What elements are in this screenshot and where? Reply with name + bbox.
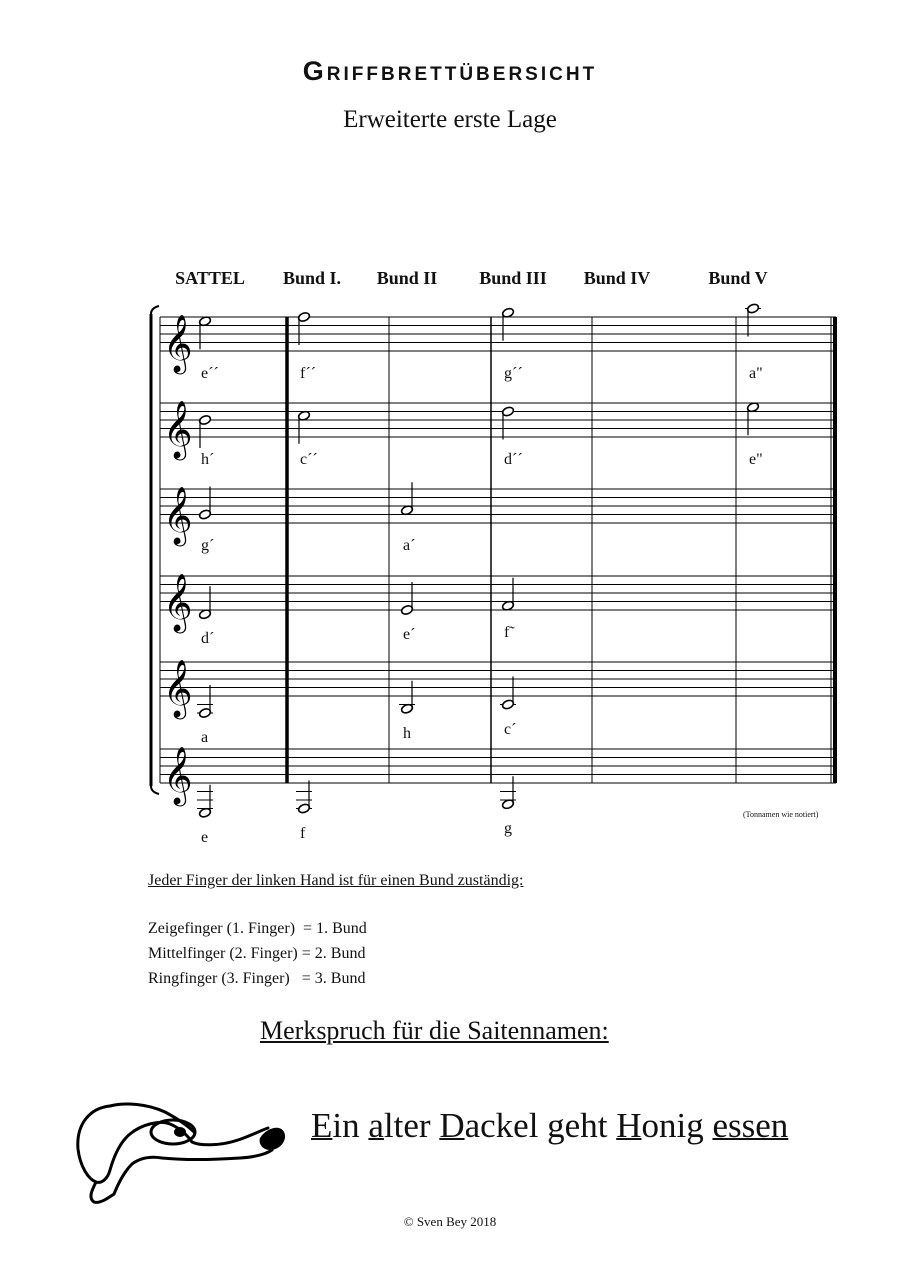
mnemonic-word: alter: [368, 1106, 431, 1145]
half-note: [501, 776, 514, 810]
bracket-hook: [151, 306, 159, 314]
note-name: f: [300, 824, 306, 842]
copyright: © Sven Bey 2018: [403, 1214, 497, 1229]
treble-clef-icon: 𝄞: [163, 746, 193, 804]
mnemonic-word: Ein: [311, 1106, 360, 1145]
half-note: [400, 482, 413, 516]
half-note: [297, 410, 310, 444]
finger-rule-line: Ringfinger (3. Finger) = 3. Bund: [148, 970, 366, 987]
note-name: h´: [201, 451, 215, 468]
half-note: [746, 303, 759, 337]
note-name: a´: [403, 537, 416, 554]
half-note: [198, 785, 211, 819]
fret-label: Bund III: [479, 268, 547, 288]
note-name: d´´: [504, 451, 523, 468]
finger-rule-heading: Jeder Finger der linken Hand ist für einen Bund zuständig:: [148, 872, 524, 889]
note-name: f˜: [504, 624, 515, 641]
fret-label: SATTEL: [175, 268, 245, 288]
note-name: a": [749, 365, 763, 382]
note-name: e: [201, 828, 209, 846]
mnemonic-sentence: [311, 1106, 788, 1146]
dog-eye: [174, 1127, 186, 1137]
note-name: c´´: [300, 451, 318, 468]
fret-label: Bund V: [708, 268, 768, 288]
note-name: c´: [504, 720, 517, 738]
note-name: d´: [201, 630, 215, 648]
finger-rule-line: Mittelfinger (2. Finger) = 2. Bund: [148, 945, 366, 962]
finger-rule-line: Zeigefinger (1. Finger) = 1. Bund: [148, 920, 367, 937]
mnemonic-heading: Merkspruch für die Saitennamen:: [260, 1016, 609, 1045]
fret-label: Bund IV: [583, 268, 651, 288]
note-name: h: [403, 724, 411, 742]
note-name: e´´: [201, 365, 219, 382]
half-note: [198, 586, 211, 620]
note-name: g: [504, 820, 512, 838]
half-note: [501, 578, 514, 612]
half-note: [297, 781, 310, 815]
note-name: g´: [201, 537, 215, 554]
treble-clef-icon: 𝄞: [163, 314, 193, 372]
mnemonic-word: essen: [712, 1106, 789, 1145]
note-name: e": [749, 451, 763, 468]
treble-clef-icon: 𝄞: [163, 573, 193, 631]
half-note: [297, 311, 310, 345]
half-note: [746, 402, 759, 436]
treble-clef-icon: 𝄞: [163, 486, 193, 544]
treble-clef-icon: 𝄞: [163, 659, 193, 717]
half-note: [198, 316, 211, 350]
fret-label: Bund I.: [282, 268, 342, 288]
naming-remark: (Tonnamen wie notiert): [743, 810, 819, 819]
half-note: [400, 681, 413, 715]
dachshund-drawing: [70, 1094, 290, 1214]
half-note: [198, 487, 211, 521]
note-name: f´´: [300, 365, 316, 382]
half-note: [501, 677, 514, 711]
note-name: a: [201, 729, 209, 746]
note-name: e´: [403, 626, 416, 643]
half-note: [501, 406, 514, 440]
half-note: [198, 414, 211, 448]
half-note: [400, 582, 413, 616]
mnemonic-word: Honig: [616, 1106, 704, 1145]
half-note: [198, 685, 211, 719]
bracket-hook: [151, 786, 159, 794]
treble-clef-icon: 𝄞: [163, 400, 193, 458]
note-name: g´´: [504, 365, 523, 382]
half-note: [501, 307, 514, 341]
fret-label: Bund II: [376, 268, 438, 288]
mnemonic-word: Dackel: [439, 1106, 539, 1145]
mnemonic-word: geht: [547, 1106, 608, 1145]
page-subtitle: Erweiterte erste Lage: [343, 106, 557, 133]
page-title: Griffbrettübersicht: [302, 56, 598, 86]
